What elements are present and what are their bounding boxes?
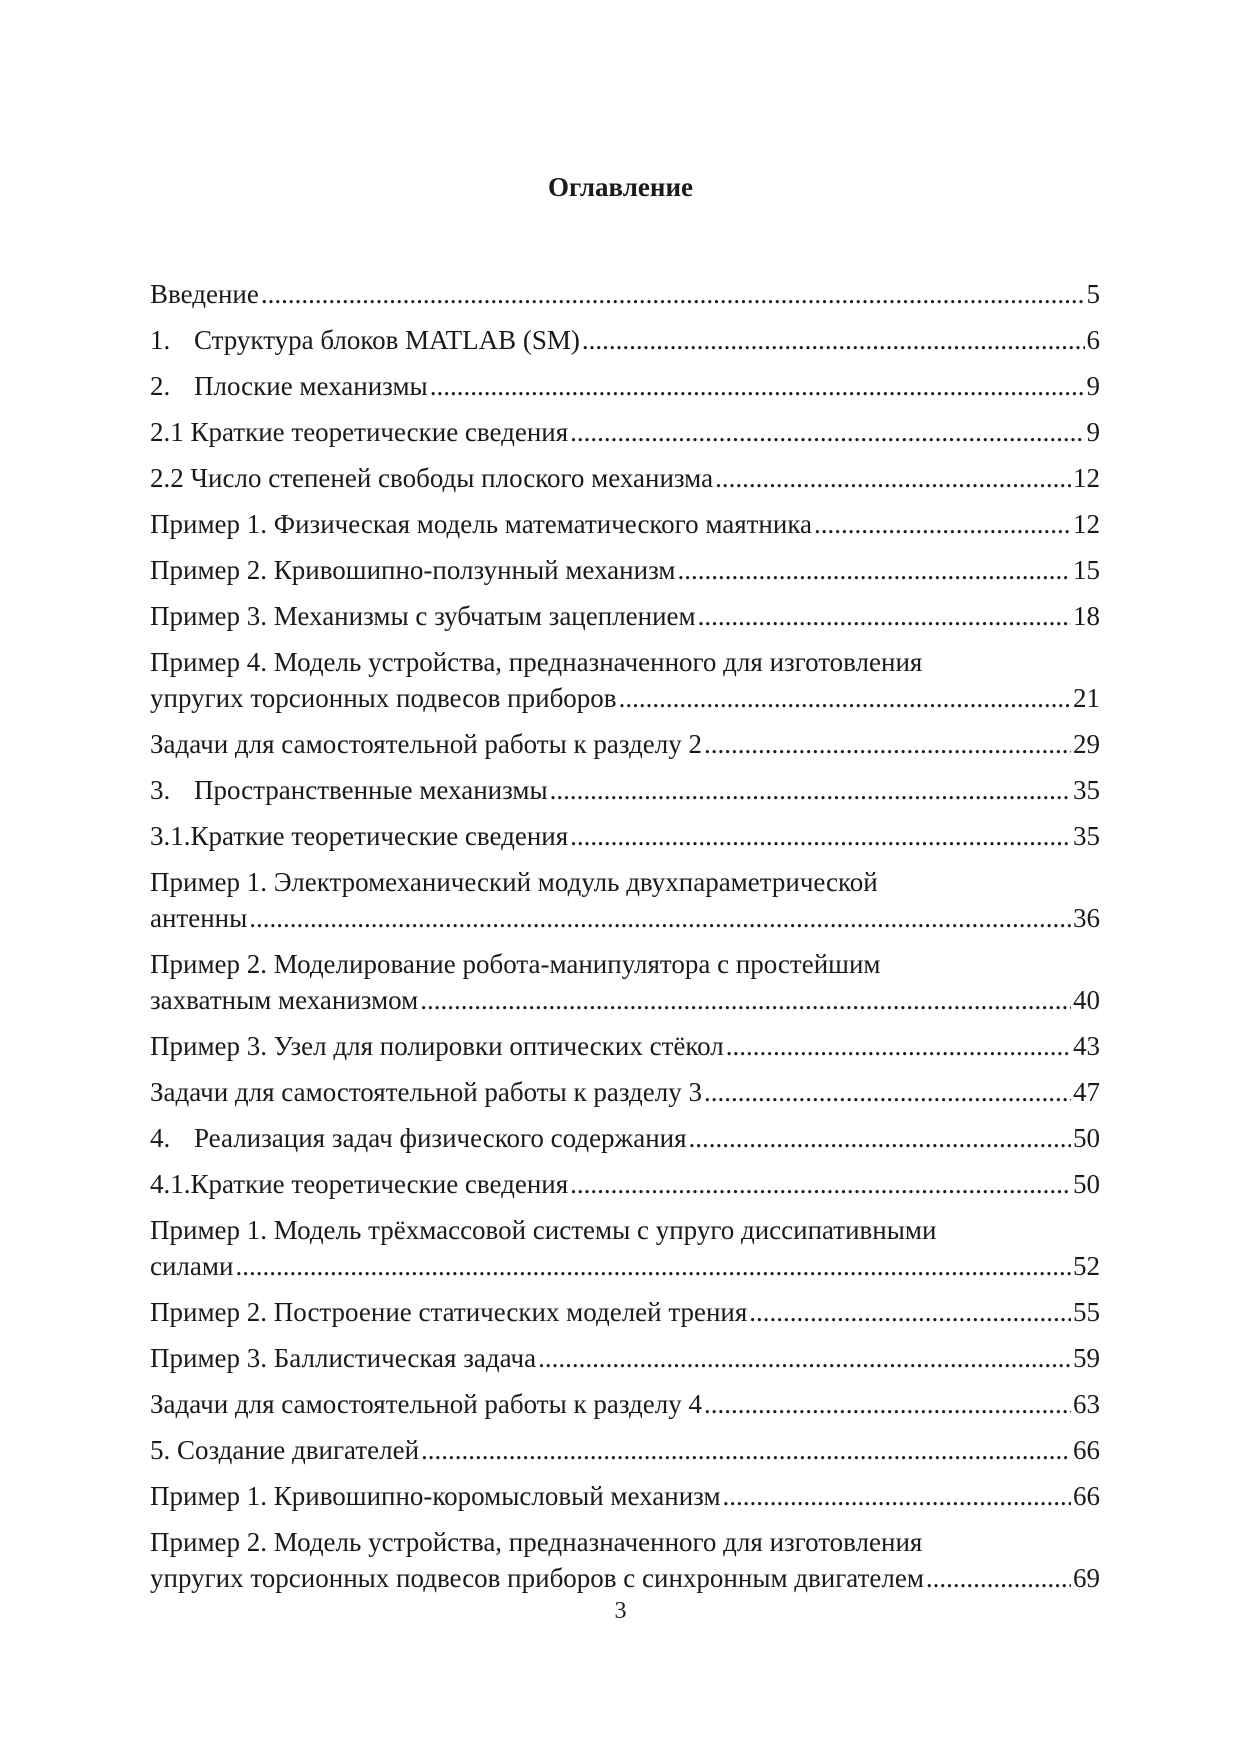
toc-entry-line [150, 1166, 1100, 1202]
toc-entry-text: 2.1 Краткие теоретические сведения [150, 417, 569, 447]
toc-entry-line [150, 1074, 1100, 1110]
toc-entry-text: Пример 3. Механизмы с зубчатым зацеплением [150, 601, 696, 631]
toc-entry-text: Задачи для самостоятельной работы к разделу 2 [150, 729, 702, 759]
toc-entry[interactable] [150, 414, 1100, 450]
toc-entry[interactable] [150, 772, 1100, 808]
toc-entry-text: Плоские механизмы [194, 371, 428, 401]
toc-entry[interactable] [150, 552, 1100, 588]
dot-leader [704, 726, 1071, 762]
toc-entry-line [150, 552, 1100, 588]
toc-entry-page: 5 [1086, 279, 1100, 309]
toc-entry-line [150, 1120, 1100, 1156]
toc-entry-title [150, 1294, 747, 1330]
toc-entry-title [150, 506, 812, 542]
toc-entry-page: 69 [1073, 1563, 1100, 1593]
toc-entry-line [150, 598, 1100, 634]
toc-entry[interactable] [150, 726, 1100, 762]
dot-leader [420, 982, 1071, 1018]
dot-leader [570, 1166, 1071, 1202]
toc-entry-text: Введение [150, 279, 259, 309]
dot-leader [235, 1248, 1071, 1284]
toc-entry-line [150, 460, 1100, 496]
toc-entry-text: Структура блоков MATLAB (SM) [194, 325, 580, 355]
dot-leader [570, 818, 1071, 854]
toc-entry-page: 9 [1086, 417, 1100, 447]
toc-entry[interactable] [150, 322, 1100, 358]
toc-entry-title [150, 1386, 702, 1422]
toc-entry-page: 52 [1073, 1251, 1100, 1281]
toc-entry-line [150, 1560, 1100, 1596]
toc-entry-line [150, 1028, 1100, 1064]
toc-entry-page: 66 [1073, 1481, 1100, 1511]
dot-leader [698, 598, 1071, 634]
toc-entry[interactable] [150, 598, 1100, 634]
dot-leader [430, 368, 1085, 404]
toc-entry-title [150, 772, 548, 808]
toc-entry-text: упругих торсионных подвесов приборов [150, 683, 617, 713]
toc-entry-title [150, 460, 713, 496]
dot-leader [677, 552, 1071, 588]
page-title: Оглавление [548, 172, 693, 202]
toc-entry-title [150, 680, 617, 716]
toc-entry-page: 63 [1073, 1389, 1100, 1419]
toc-entry[interactable] [150, 946, 1100, 1018]
toc-entry-title [150, 552, 675, 588]
toc-entry[interactable] [150, 506, 1100, 542]
toc-entry-text: 3.1.Краткие теоретические сведения [150, 821, 569, 851]
toc-entry-line [150, 414, 1100, 450]
toc-entry-page: 50 [1073, 1123, 1100, 1153]
toc-entry-title [150, 1560, 924, 1596]
toc-entry-line [150, 1248, 1100, 1284]
toc-entry-text: Пример 3. Баллистическая задача [150, 1343, 537, 1373]
toc-entry-title [150, 276, 259, 312]
toc-entry-title [150, 1120, 687, 1156]
toc-entry-title [150, 1166, 568, 1202]
toc-entry-title-line: Пример 2. Моделирование робота-манипулятора с простейшим [150, 949, 881, 979]
toc-entry-line [150, 368, 1100, 404]
toc-entry-title [150, 1432, 419, 1468]
toc-entry-page: 15 [1073, 555, 1100, 585]
toc-entry-number: 1. [150, 325, 171, 355]
toc-entry[interactable] [150, 1028, 1100, 1064]
dot-leader [704, 1386, 1071, 1422]
toc-entry-line [150, 680, 1100, 716]
toc-entry-text: 5. Создание двигателей [150, 1435, 420, 1465]
toc-entry-line [150, 818, 1100, 854]
toc-entry-line [150, 1478, 1100, 1514]
toc-entry-line [150, 772, 1100, 808]
toc-entry-page: 12 [1073, 463, 1100, 493]
toc-entry[interactable] [150, 276, 1100, 312]
toc-entry-page: 21 [1073, 683, 1100, 713]
toc-entry-text: Пример 3. Узел для полировки оптических стёкол [150, 1031, 724, 1061]
toc-entry-page: 47 [1073, 1077, 1100, 1107]
toc-entry[interactable] [150, 368, 1100, 404]
toc-entry-page: 36 [1073, 903, 1100, 933]
toc-entry-text: Пример 2. Построение статических моделей трения [150, 1297, 748, 1327]
toc-entry-title [150, 818, 568, 854]
toc-entry[interactable] [150, 1120, 1100, 1156]
toc-entry-page: 35 [1073, 775, 1100, 805]
toc-entry-title-line: Пример 4. Модель устройства, предназначенного для изготовления [150, 647, 923, 677]
toc-entry[interactable] [150, 1294, 1100, 1330]
toc-entry-page: 43 [1073, 1031, 1100, 1061]
toc-entry-text: силами [150, 1251, 234, 1281]
toc-entry-page: 55 [1073, 1297, 1100, 1327]
toc-entry-title [150, 1074, 702, 1110]
toc-entry[interactable] [150, 818, 1100, 854]
toc-entry-title [150, 598, 696, 634]
toc-entry-page: 18 [1073, 601, 1100, 631]
toc-entry-text: Задачи для самостоятельной работы к разделу 3 [150, 1077, 702, 1107]
dot-leader [421, 1432, 1071, 1468]
toc-entry-line [150, 1386, 1100, 1422]
dot-leader [570, 414, 1084, 450]
dot-leader [689, 1120, 1071, 1156]
toc-entry-page: 35 [1073, 821, 1100, 851]
toc-entry-title [150, 1478, 721, 1514]
toc-entry-page: 59 [1073, 1343, 1100, 1373]
toc-entry-line [150, 726, 1100, 762]
toc-entry[interactable] [150, 1166, 1100, 1202]
toc-entry[interactable] [150, 460, 1100, 496]
dot-leader [726, 1028, 1071, 1064]
toc-entry-title-line: Пример 1. Модель трёхмассовой системы с упруго диссипативными [150, 1215, 937, 1245]
toc-entry-title [150, 414, 568, 450]
toc-entry-title [150, 1028, 724, 1064]
toc-entry-page: 50 [1073, 1169, 1100, 1199]
toc-entry-line [150, 1294, 1100, 1330]
toc-entry[interactable] [150, 1432, 1100, 1468]
toc-entry-text: Пример 2. Кривошипно-ползунный механизм [150, 555, 676, 585]
toc-entry[interactable] [150, 644, 1100, 716]
toc-entry-page: 66 [1073, 1435, 1100, 1465]
toc-entry-title [150, 1340, 536, 1376]
toc-entry-number: 3. [150, 775, 171, 805]
dot-leader [723, 1478, 1071, 1514]
dot-leader [704, 1074, 1071, 1110]
toc-entry[interactable] [150, 1386, 1100, 1422]
toc-entry-text: Пример 1. Физическая модель математического маятника [150, 509, 813, 539]
toc-entry-text: Задачи для самостоятельной работы к разделу 4 [150, 1389, 702, 1419]
toc-entry-text: 2.2 Число степеней свободы плоского механизма [150, 463, 714, 493]
toc-entry-line [150, 900, 1100, 936]
toc-entry-title-line: Пример 2. Модель устройства, предназначенного для изготовления [150, 1527, 923, 1557]
toc-entry-line [150, 506, 1100, 542]
toc-entry-text: Пространственные механизмы [194, 775, 548, 805]
toc-entry-line [150, 982, 1100, 1018]
toc-entry-text: упругих торсионных подвесов приборов с синхронным двигателем [150, 1563, 924, 1593]
dot-leader [261, 276, 1085, 312]
toc-entry[interactable] [150, 1340, 1100, 1376]
dot-leader [749, 1294, 1071, 1330]
toc-entry-title-line: Пример 1. Электромеханический модуль двухпараметрической [150, 867, 878, 897]
toc-entry-text: антенны [150, 903, 248, 933]
toc-entry-title [150, 900, 247, 936]
toc-entry[interactable] [150, 1524, 1100, 1596]
toc-entry-title [150, 726, 702, 762]
toc-entry-title [150, 322, 580, 358]
toc-entry-line [150, 1340, 1100, 1376]
toc-entry-text: 4.1.Краткие теоретические сведения [150, 1169, 569, 1199]
toc-entry-line [150, 276, 1100, 312]
dot-leader [550, 772, 1071, 808]
toc-entry-text: Пример 1. Кривошипно-коромысловый механизм [150, 1481, 721, 1511]
toc-entry-number: 4. [150, 1123, 171, 1153]
toc-entry-line [150, 322, 1100, 358]
toc-entry-page: 12 [1073, 509, 1100, 539]
dot-leader [926, 1560, 1071, 1596]
table-of-contents [150, 276, 1100, 1606]
toc-entry-page: 29 [1073, 729, 1100, 759]
toc-entry[interactable] [150, 864, 1100, 936]
toc-entry-title [150, 368, 428, 404]
toc-entry-number: 2. [150, 371, 171, 401]
toc-entry[interactable] [150, 1478, 1100, 1514]
toc-entry-page: 40 [1073, 985, 1100, 1015]
page-number: 3 [614, 1598, 627, 1624]
dot-leader [249, 900, 1071, 936]
toc-entry-page: 9 [1086, 371, 1100, 401]
dot-leader [715, 460, 1071, 496]
toc-entry[interactable] [150, 1074, 1100, 1110]
toc-entry[interactable] [150, 1212, 1100, 1284]
dot-leader [582, 322, 1085, 358]
toc-entry-text: захватным механизмом [150, 985, 419, 1015]
toc-entry-line [150, 1432, 1100, 1468]
toc-entry-title [150, 1248, 233, 1284]
toc-entry-title [150, 982, 418, 1018]
dot-leader [814, 506, 1071, 542]
toc-entry-page: 6 [1086, 325, 1100, 355]
dot-leader [538, 1340, 1071, 1376]
toc-entry-text: Реализация задач физического содержания [194, 1123, 687, 1153]
dot-leader [619, 680, 1071, 716]
